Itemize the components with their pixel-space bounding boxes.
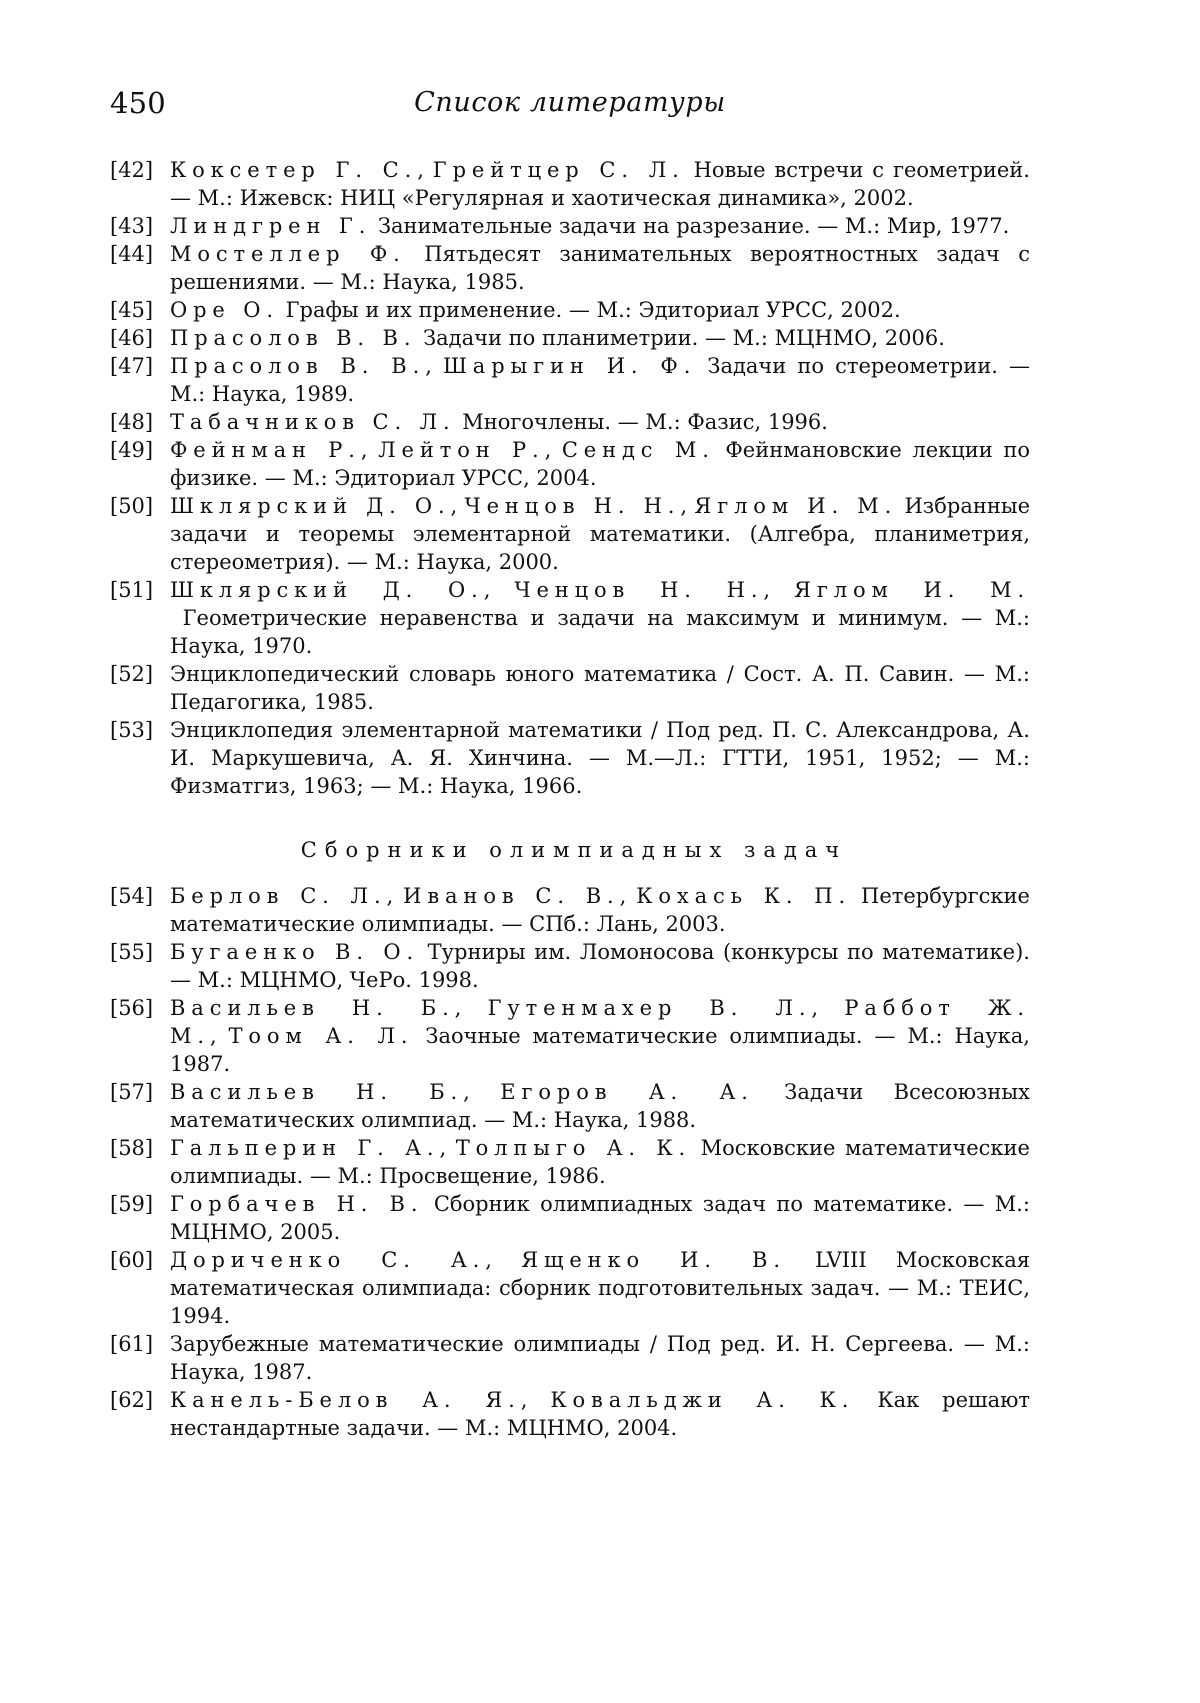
author-separator: , [451,494,465,518]
entry-author: Кохась К. П. [636,884,851,908]
entry-author: Васильев Н. Б. [170,1080,463,1104]
entry-text: Новые встречи с геометрией. — М.: Ижевск: НИЦ «Регулярная и хаотическая динамика», 2002. [170,158,1030,210]
bibliography-entry [110,1190,1030,1246]
entry-text: Как решают нестандартные задачи. — М.: МЦНМО, 2004. [170,1388,1030,1440]
author-separator: , [425,354,443,378]
author-separator: , [620,884,637,908]
entry-text: Зарубежные математические олимпиады / Под ред. И. Н. Сергеева. — М.: Наука, 1987. [170,1332,1030,1384]
author-separator [406,242,425,266]
entry-body [170,1078,1030,1134]
bibliography-list-main [110,156,1030,800]
entry-body [170,240,1030,296]
author-separator: , [417,158,433,182]
entry-author: Канель-Белов А. Я. [170,1388,521,1412]
bibliography-entry [110,324,1030,352]
entry-body [170,660,1030,716]
bibliography-entry [110,352,1030,408]
entry-text: Задачи по стереометрии. — М.: Наука, 1989. [170,354,1030,406]
entry-author: Иванов С. В. [403,884,619,908]
author-separator: , [455,996,488,1020]
author-separator: , [763,578,794,602]
author-separator [685,158,694,182]
entry-body [170,324,1030,352]
entry-body [170,352,1030,408]
bibliography-entry [110,1078,1030,1134]
author-separator [371,214,378,238]
entry-body [170,716,1030,800]
entry-author: Толпыго А. К. [456,1136,691,1160]
entry-author: Табачников С. Л. [170,410,456,434]
bibliography [110,156,1030,1442]
bibliography-entry [110,994,1030,1078]
author-separator: , [680,494,694,518]
entry-author: Линдгрен Г. [170,214,371,238]
author-separator [691,1136,701,1160]
entry-author: Коксетер Г. С. [170,158,417,182]
entry-author: Васильев Н. Б. [170,996,455,1020]
entry-number: [52] [110,660,170,688]
entry-body [170,492,1030,576]
entry-text: Московские математические олимпиады. — М.: Просвещение, 1986. [170,1136,1030,1188]
entry-author: Фейнман Р. [170,438,361,462]
entry-author: Ященко И. В. [521,1248,786,1272]
entry-number: [53] [110,716,170,744]
entry-body [170,1330,1030,1386]
entry-number: [58] [110,1134,170,1162]
entry-body [170,156,1030,212]
entry-number: [44] [110,240,170,268]
author-separator: , [210,1024,229,1048]
bibliography-entry [110,156,1030,212]
author-separator: , [545,438,562,462]
entry-number: [50] [110,492,170,520]
entry-author: Прасолов В. В. [170,326,416,350]
entry-text: LVIII Московская математическая олимпиада: сборник подготовительных задач. — М.: ТЕИС, 1994. [170,1248,1030,1328]
entry-number: [51] [110,576,170,604]
bibliography-entry [110,296,1030,324]
entry-text: Занимательные задачи на разрезание. — М.: Мир, 1977. [378,214,1009,238]
entry-text: Многочлены. — М.: Фазис, 1996. [462,410,828,434]
book-page [0,0,1200,1703]
bibliography-entry [110,938,1030,994]
entry-author: Оре О. [170,298,279,322]
author-separator: , [361,438,378,462]
author-separator [754,1080,784,1104]
entry-author: Яглом И. М. [794,578,1030,602]
author-separator [851,884,861,908]
entry-body [170,296,1030,324]
entry-text: Задачи по планиметрии. — М.: МЦНМО, 2006. [423,326,945,350]
entry-author: Шарыгин И. Ф. [443,354,696,378]
bibliography-entry [110,408,1030,436]
entry-number: [47] [110,352,170,380]
author-separator: , [811,996,844,1020]
entry-author: Бугаенко В. О. [170,940,419,964]
entry-author: Ченцов Н. Н. [514,578,763,602]
entry-author: Грейтцер С. Л. [433,158,685,182]
entry-number: [61] [110,1330,170,1358]
entry-author: Гутенмахер В. Л. [488,996,812,1020]
entry-author: Лейтон Р. [378,438,545,462]
bibliography-entry [110,240,1030,296]
author-separator [854,1388,877,1412]
entry-number: [62] [110,1386,170,1414]
entry-number: [46] [110,324,170,352]
bibliography-entry [110,1246,1030,1330]
entry-body [170,212,1030,240]
entry-author: Гальперин Г. А. [170,1136,440,1160]
entry-author: Дориченко С. А. [170,1248,485,1272]
entry-author: Мостеллер Ф. [170,242,406,266]
entry-number: [48] [110,408,170,436]
entry-number: [59] [110,1190,170,1218]
entry-body [170,994,1030,1078]
entry-number: [56] [110,994,170,1022]
bibliography-list-olympiads [110,882,1030,1442]
page-number: 450 [110,86,166,120]
author-separator [414,1024,426,1048]
entry-body [170,436,1030,492]
entry-number: [54] [110,882,170,910]
entry-author: Прасолов В. В. [170,354,425,378]
author-separator: , [387,884,404,908]
entry-text: Энциклопедический словарь юного математика / Сост. А. П. Савин. — М.: Педагогика, 1985. [170,662,1030,714]
bibliography-entry [110,1386,1030,1442]
entry-text: Избранные задачи и теоремы элементарной математики. (Алгебра, планиметрия, стереометрия). — М.: Наука, 2000. [170,494,1030,574]
entry-body [170,882,1030,938]
page-header [110,86,1030,126]
entry-author: Шклярский Д. О. [170,578,484,602]
entry-number: [60] [110,1246,170,1274]
bibliography-entry [110,1134,1030,1190]
entry-author: Горбачев Н. В. [170,1192,423,1216]
entry-text: Турниры им. Ломоносова (конкурсы по математике). — М.: МЦНМО, ЧеРо. 1998. [170,940,1030,992]
entry-text: Заочные математические олимпиады. — М.: Наука, 1987. [170,1024,1030,1076]
entry-body [170,408,1030,436]
author-separator: , [485,1248,521,1272]
author-separator: , [463,1080,500,1104]
entry-text: Задачи Всесоюзных математических олимпиад. — М.: Наука, 1988. [170,1080,1030,1132]
bibliography-entry [110,576,1030,660]
entry-author: Сендс М. [562,438,715,462]
author-separator [423,1192,433,1216]
bibliography-entry [110,1330,1030,1386]
bibliography-entry [110,212,1030,240]
author-separator: , [440,1136,456,1160]
bibliography-entry [110,436,1030,492]
bibliography-entry [110,492,1030,576]
entry-text: Геометрические неравенства и задачи на максимум и минимум. — М.: Наука, 1970. [170,606,1030,658]
entry-author: Берлов С. Л. [170,884,387,908]
author-separator: , [521,1388,551,1412]
entry-body [170,938,1030,994]
entry-text: Энциклопедия элементарной математики / Под ред. П. С. Александрова, А. И. Маркушевича, А. Я. Хинчина. — М.—Л.: ГТТИ, 1951, 1952; — М.: Физматгиз, 1963; — М.: Наука, 1966. [170,718,1030,798]
author-separator [419,940,428,964]
entry-author: Яглом И. М. [694,494,897,518]
entry-body [170,1386,1030,1442]
bibliography-entry [110,716,1030,800]
entry-text: Графы и их применение. — М.: Эдиториал УРСС, 2002. [286,298,901,322]
entry-text: Пятьдесят занимательных вероятностных задач с решениями. — М.: Наука, 1985. [170,242,1030,294]
author-separator [696,354,707,378]
entry-author: Егоров А. А. [500,1080,754,1104]
running-title: Список литературы [110,86,1030,120]
entry-author: Ковальджи А. К. [550,1388,854,1412]
entry-author: Ченцов Н. Н. [465,494,681,518]
entry-number: [55] [110,938,170,966]
entry-author: Тоом А. Л. [229,1024,414,1048]
entry-number: [43] [110,212,170,240]
entry-text: Фейнмановские лекции по физике. — М.: Эдиториал УРСС, 2004. [170,438,1030,490]
entry-number: [42] [110,156,170,184]
entry-number: [57] [110,1078,170,1106]
entry-body [170,1134,1030,1190]
entry-author: Шклярский Д. О. [170,494,451,518]
author-separator [279,298,286,322]
author-separator [715,438,726,462]
entry-author: Раббот Ж. М. [170,996,1030,1048]
author-separator: , [484,578,515,602]
bibliography-entry [110,882,1030,938]
entry-number: [45] [110,296,170,324]
section-heading-olympiad-collections: Сборники олимпиадных задач [110,836,1030,864]
entry-text: Сборник олимпиадных задач по математике. — М.: МЦНМО, 2005. [170,1192,1030,1244]
entry-number: [49] [110,436,170,464]
entry-body [170,1246,1030,1330]
entry-text: Петербургские математические олимпиады. — СПб.: Лань, 2003. [170,884,1030,936]
author-separator [170,606,183,630]
entry-body [170,1190,1030,1246]
bibliography-entry [110,660,1030,716]
author-separator [786,1248,815,1272]
entry-body [170,576,1030,660]
